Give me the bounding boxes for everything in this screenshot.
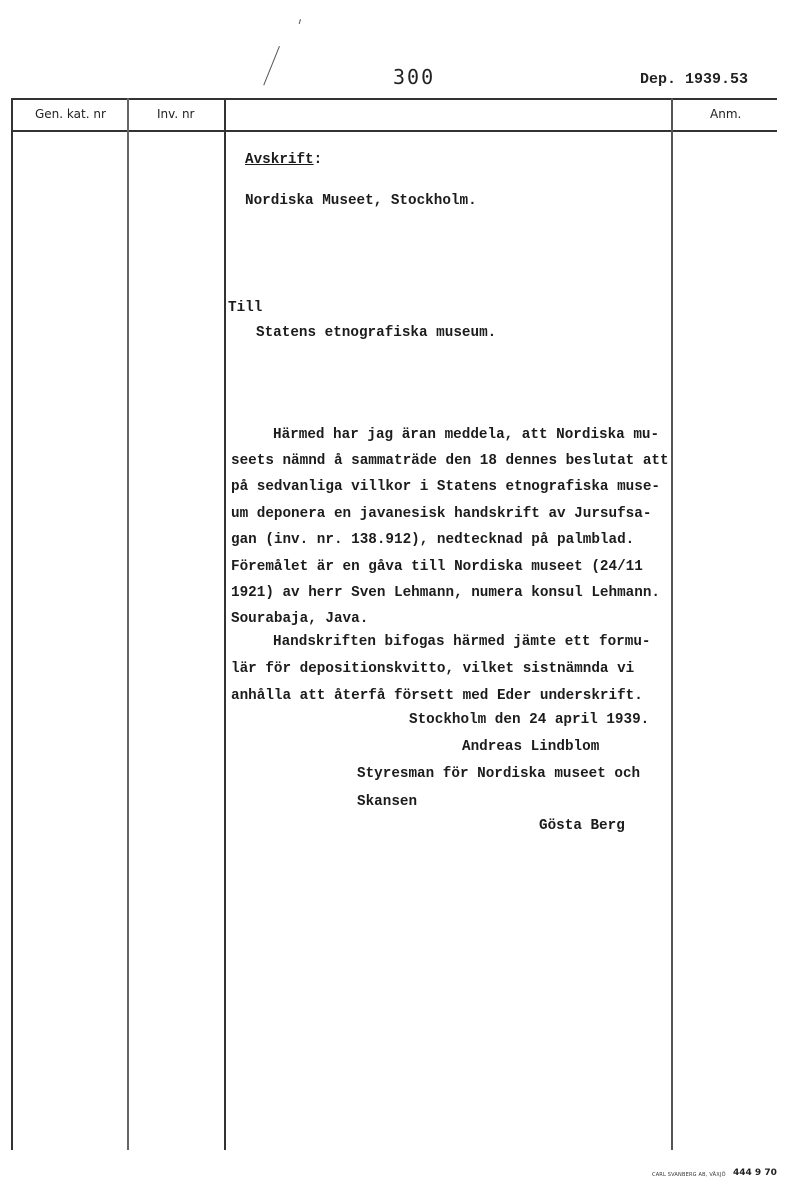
body-line: anhålla att återfå försett med Eder underskrift.: [231, 688, 643, 704]
place-date-line: Stockholm den 24 april 1939.: [409, 712, 650, 728]
transcript-heading: [245, 152, 322, 168]
body-line: lär för depositionskvitto, vilket sistnämnda vi: [231, 661, 635, 677]
printer-imprint: CARL SVANBERG AB, VÄXJÖ: [652, 1172, 726, 1178]
transcript-heading-colon: :: [313, 152, 323, 168]
page-number: 300: [393, 65, 436, 89]
deposit-number: Dep. 1939.53: [640, 71, 749, 88]
body-line: gan (inv. nr. 138.912), nedtecknad på palmblad.: [231, 532, 635, 548]
body-line: 1921) av herr Sven Lehmann, numera konsul Lehmann.: [231, 585, 660, 601]
column-divider-gen-inv: [127, 98, 129, 1150]
transcript-heading-text: Avskrift: [245, 152, 314, 168]
column-header-gen-kat-nr: Gen. kat. nr: [35, 107, 106, 121]
column-divider-left: [11, 98, 13, 1150]
column-divider-main-anm: [671, 98, 673, 1150]
body-line: Handskriften bifogas härmed jämte ett formu-: [273, 634, 651, 650]
pencil-stroke: [263, 46, 280, 85]
body-line: på sedvanliga villkor i Statens etnografiska muse-: [231, 479, 660, 495]
column-divider-inv-main: [224, 98, 226, 1150]
header-bottom-rule: [11, 130, 777, 132]
signatory-name: Andreas Lindblom: [462, 739, 600, 755]
signatory-title-line1: Styresman för Nordiska museet och: [357, 766, 641, 782]
column-header-inv-nr: Inv. nr: [157, 107, 195, 121]
to-label: Till: [228, 300, 263, 316]
signatory-title-line2: Skansen: [357, 794, 418, 810]
sender-line: Nordiska Museet, Stockholm.: [245, 193, 477, 209]
body-line: um deponera en javanesisk handskrift av Jursufsa-: [231, 506, 652, 522]
table-top-rule: [11, 98, 777, 100]
recipient-line: Statens etnografiska museum.: [256, 325, 497, 341]
form-code: 444 9 70: [733, 1168, 777, 1178]
body-line: Föremålet är en gåva till Nordiska museet (24/11: [231, 559, 643, 575]
body-line: Härmed har jag äran meddela, att Nordiska mu-: [273, 427, 660, 443]
body-line: seets nämnd å sammaträde den 18 dennes beslutat att: [231, 453, 669, 469]
cosignatory-name: Gösta Berg: [539, 818, 625, 834]
body-line: Sourabaja, Java.: [231, 611, 369, 627]
pencil-tick: [299, 19, 301, 24]
column-header-anm: Anm.: [710, 107, 742, 121]
